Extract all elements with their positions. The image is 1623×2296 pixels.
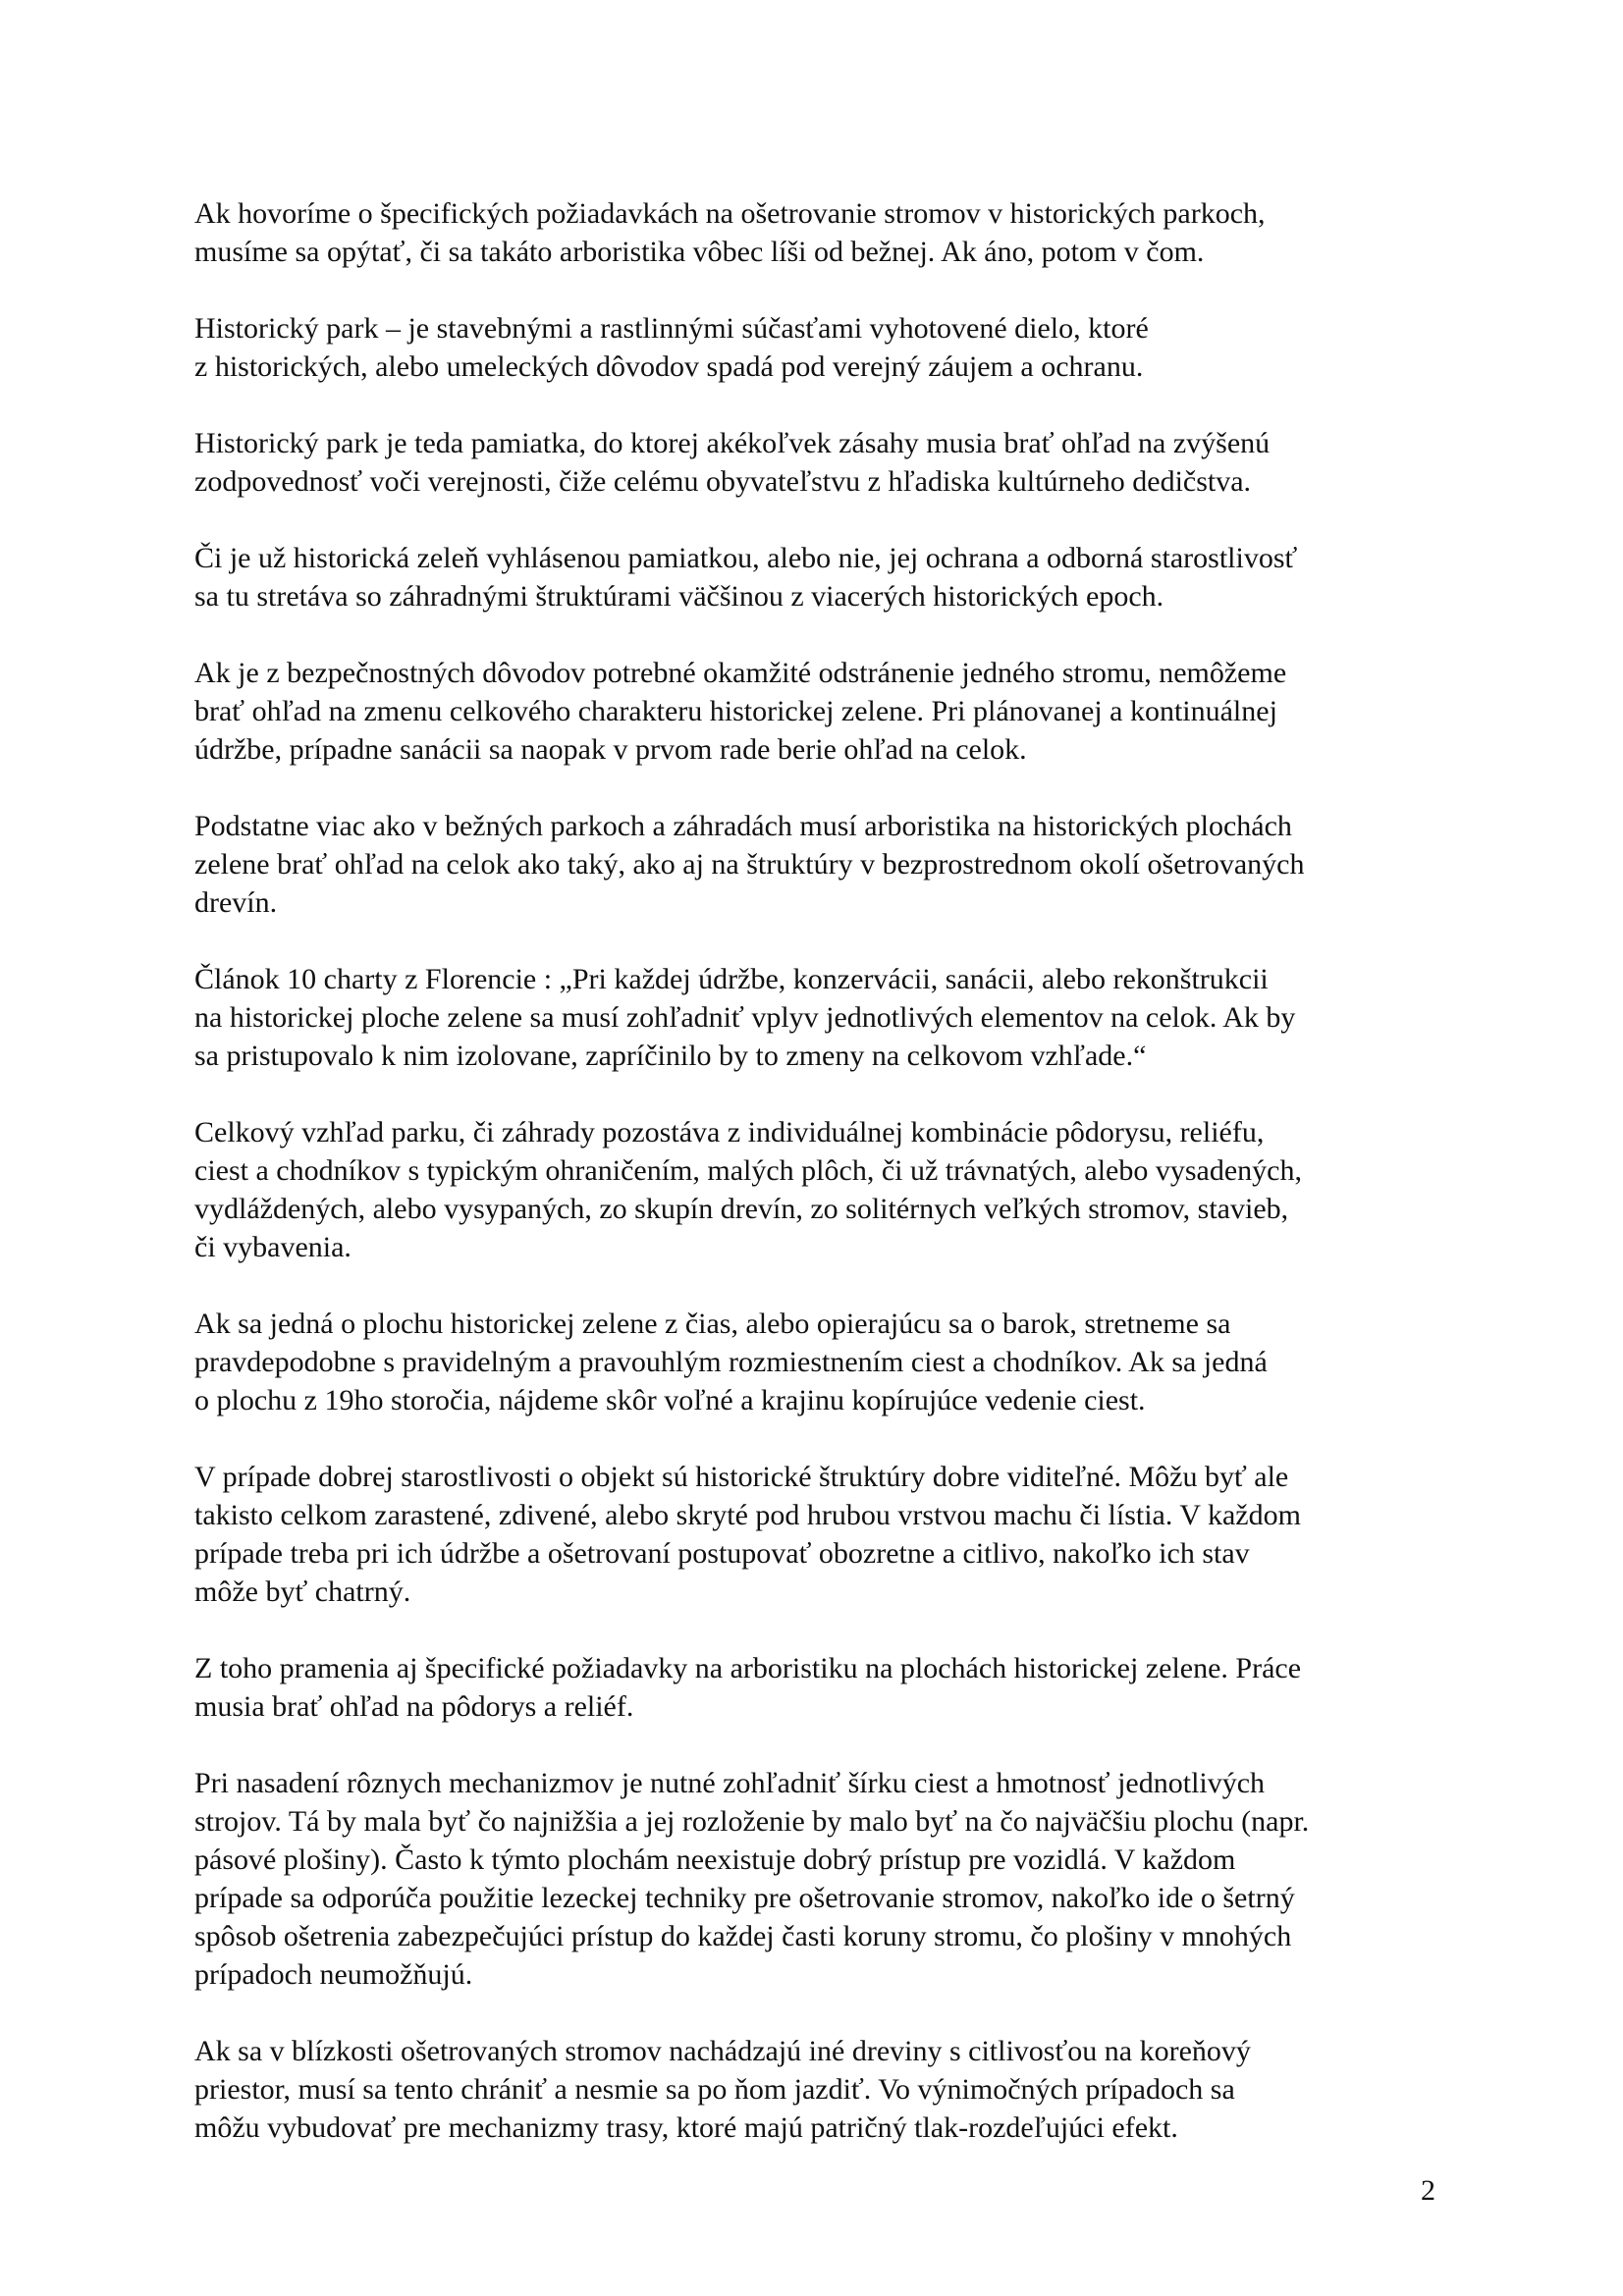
text-line: prípadoch neumožňujú. xyxy=(194,1958,473,1991)
paragraph-6 xyxy=(194,807,1451,922)
text-line: pásové plošiny). Často k týmto plochám neexistuje dobrý prístup pre vozidlá. V každom xyxy=(194,1843,1236,1876)
paragraph-3 xyxy=(194,424,1451,501)
text-line: sa tu stretáva so záhradnými štruktúrami väčšinou z viacerých historických epoch. xyxy=(194,580,1164,613)
text-line: Podstatne viac ako v bežných parkoch a záhradách musí arboristika na historických plochách xyxy=(194,810,1292,842)
page-number: 2 xyxy=(1421,2174,1435,2207)
text-line: drevín. xyxy=(194,886,278,919)
text-line: Článok 10 charty z Florencie : „Pri každej údržbe, konzervácii, sanácii, alebo rekonštrukcii xyxy=(194,963,1269,995)
text-line: Ak sa v blízkosti ošetrovaných stromov nachádzajú iné dreviny s citlivosťou na koreňový xyxy=(194,2035,1251,2067)
paragraph-5 xyxy=(194,654,1451,769)
paragraph-7 xyxy=(194,960,1451,1075)
paragraph-10 xyxy=(194,1458,1451,1611)
paragraph-11 xyxy=(194,1649,1451,1726)
text-line: V prípade dobrej starostlivosti o objekt sú historické štruktúry dobre viditeľné. Môžu byť ale xyxy=(194,1461,1289,1493)
paragraph-2 xyxy=(194,309,1451,386)
text-line: Z toho pramenia aj špecifické požiadavky na arboristiku na plochách historickej zelene. Práce xyxy=(194,1652,1302,1684)
text-line: Ak hovoríme o špecifických požiadavkách na ošetrovanie stromov v historických parkoch, xyxy=(194,197,1266,230)
text-line: sa pristupovalo k nim izolovane, zapríčinilo by to zmeny na celkovom vzhľade.“ xyxy=(194,1040,1147,1072)
text-line: pravdepodobne s pravidelným a pravouhlým rozmiestnením ciest a chodníkov. Ak sa jedná xyxy=(194,1346,1268,1378)
text-line: prípade sa odporúča použitie lezeckej techniky pre ošetrovanie stromov, nakoľko ide o šetrný xyxy=(194,1882,1295,1914)
text-line: Ak je z bezpečnostných dôvodov potrebné okamžité odstránenie jedného stromu, nemôžeme xyxy=(194,657,1287,689)
paragraph-13 xyxy=(194,2032,1451,2147)
text-line: o plochu z 19ho storočia, nájdeme skôr voľné a krajinu kopírujúce vedenie ciest. xyxy=(194,1384,1146,1416)
paragraph-4 xyxy=(194,539,1451,615)
text-line: spôsob ošetrenia zabezpečujúci prístup do každej časti koruny stromu, čo plošiny v mnohých xyxy=(194,1920,1292,1952)
text-line: Celkový vzhľad parku, či záhrady pozostáva z individuálnej kombinácie pôdorysu, reliéfu, xyxy=(194,1116,1265,1148)
text-line: môžu vybudovať pre mechanizmy trasy, ktoré majú patričný tlak-rozdeľujúci efekt. xyxy=(194,2111,1178,2144)
text-line: takisto celkom zarastené, zdivené, alebo skryté pod hrubou vrstvou machu či lístia. V každom xyxy=(194,1499,1301,1531)
text-line: Ak sa jedná o plochu historickej zelene z čias, alebo opierajúcu sa o barok, stretneme sa xyxy=(194,1308,1231,1340)
text-line: zelene brať ohľad na celok ako taký, ako aj na štruktúry v bezprostrednom okolí ošetrovaných xyxy=(194,848,1305,881)
paragraph-8 xyxy=(194,1113,1451,1266)
text-line: údržbe, prípadne sanácii sa naopak v prvom rade berie ohľad na celok. xyxy=(194,733,1027,766)
text-line: z historických, alebo umeleckých dôvodov spadá pod verejný záujem a ochranu. xyxy=(194,350,1144,383)
text-line: priestor, musí sa tento chrániť a nesmie sa po ňom jazdiť. Vo výnimočných prípadoch sa xyxy=(194,2073,1235,2106)
text-line: zodpovednosť voči verejnosti, čiže celému obyvateľstvu z hľadiska kultúrneho dedičstva. xyxy=(194,465,1252,498)
text-line: musia brať ohľad na pôdorys a reliéf. xyxy=(194,1690,634,1723)
text-line: musíme sa opýtať, či sa takáto arboristika vôbec líši od bežnej. Ak áno, potom v čom. xyxy=(194,236,1205,268)
text-line: prípade treba pri ich údržbe a ošetrovaní postupovať obozretne a citlivo, nakoľko ich stav xyxy=(194,1537,1250,1570)
document-body xyxy=(194,194,1451,2185)
text-line: či vybavenia. xyxy=(194,1231,352,1263)
text-line: strojov. Tá by mala byť čo najnižšia a jej rozloženie by malo byť na čo najväčšiu plochu (napr. xyxy=(194,1805,1310,1838)
text-line: Historický park – je stavebnými a rastlinnými súčasťami vyhotovené dielo, ktoré xyxy=(194,312,1149,345)
text-line: na historickej ploche zelene sa musí zohľadniť vplyv jednotlivých elementov na celok. Ak by xyxy=(194,1001,1296,1034)
paragraph-9 xyxy=(194,1305,1451,1419)
text-line: Historický park je teda pamiatka, do ktorej akékoľvek zásahy musia brať ohľad na zvýšenú xyxy=(194,427,1271,459)
text-line: Či je už historická zeleň vyhlásenou pamiatkou, alebo nie, jej ochrana a odborná starostlivosť xyxy=(194,542,1298,574)
text-line: brať ohľad na zmenu celkového charakteru historickej zelene. Pri plánovanej a kontinuálnej xyxy=(194,695,1277,727)
text-line: Pri nasadení rôznych mechanizmov je nutné zohľadniť šírku ciest a hmotnosť jednotlivých xyxy=(194,1767,1266,1799)
text-line: môže byť chatrný. xyxy=(194,1575,411,1608)
paragraph-1 xyxy=(194,194,1451,271)
paragraph-12 xyxy=(194,1764,1451,1994)
text-line: ciest a chodníkov s typickým ohraničením, malých plôch, či už trávnatých, alebo vysadených, xyxy=(194,1154,1302,1187)
text-line: vydláždených, alebo vysypaných, zo skupín drevín, zo solitérnych veľkých stromov, stavieb, xyxy=(194,1193,1289,1225)
